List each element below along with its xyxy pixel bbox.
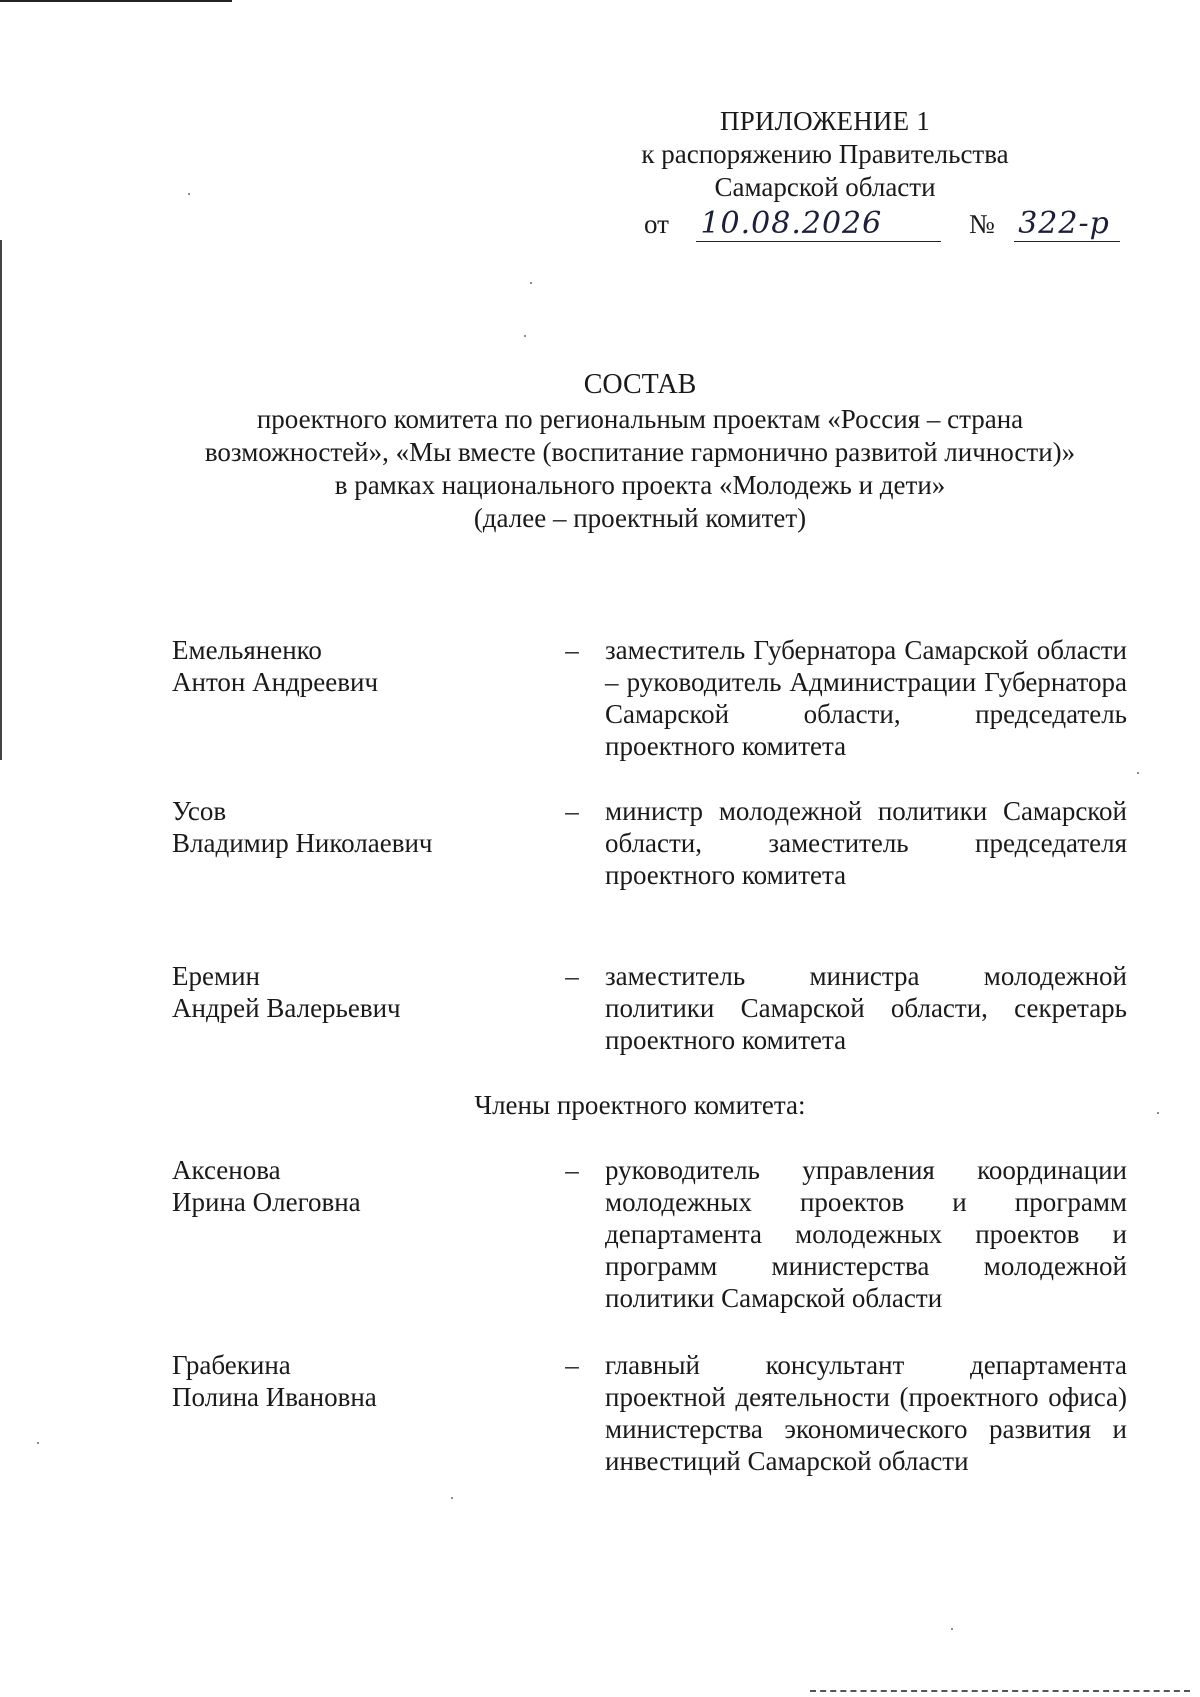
- subtitle-line: (далее – проектный комитет): [473, 503, 807, 533]
- member-given-names: Владимир Николаевич: [172, 828, 433, 858]
- member-surname: Емельяненко: [172, 635, 322, 665]
- member-surname: Аксенова: [172, 1155, 281, 1185]
- member-given-names: Полина Ивановна: [172, 1382, 377, 1412]
- order-date-number: [644, 206, 1120, 242]
- member-dash: –: [565, 1350, 579, 1380]
- member-name: [172, 1154, 552, 1218]
- member-role: заместитель министра молодежной политики Самарской области, секретарь проектного комитета: [605, 961, 1127, 1055]
- appendix-line-3: Самарской области: [714, 172, 936, 202]
- appendix-title: ПРИЛОЖЕНИЕ 1: [720, 106, 930, 136]
- scan-speck: [524, 335, 526, 337]
- member-name: [172, 634, 552, 698]
- members-heading: Члены проектного комитета:: [474, 1090, 806, 1120]
- scan-speck: [188, 193, 190, 195]
- member-dash: –: [565, 961, 579, 991]
- scan-speck: [37, 1442, 39, 1444]
- member-role: заместитель Губернатора Самарской области – руководитель Администрации Губернатора Самарской области, председатель проектного комитета: [605, 635, 1127, 761]
- date-label: от: [644, 209, 669, 239]
- date-value: 10.08.2026: [696, 206, 941, 242]
- subtitle-line: в рамках национального проекта «Молодежь и дети»: [334, 470, 946, 500]
- appendix-header: [560, 105, 1120, 204]
- document-title: СОСТАВ: [583, 369, 697, 400]
- scan-speck: [451, 1497, 453, 1499]
- member-dash: –: [565, 1155, 579, 1185]
- member-role: главный консультант департамента проектной деятельности (проектного офиса) министерства экономического развития и инвестиций Самарской области: [605, 1350, 1127, 1476]
- member-given-names: Андрей Валерьевич: [172, 993, 401, 1023]
- scan-speck: [951, 1628, 953, 1630]
- scan-edge-left: [0, 240, 2, 760]
- appendix-line-2: к распоряжению Правительства: [641, 139, 1009, 169]
- member-surname: Грабекина: [172, 1350, 291, 1380]
- scan-speck: [1157, 1112, 1159, 1114]
- member-name: [172, 1349, 552, 1413]
- document-title-block: [160, 368, 1120, 535]
- member-surname: Еремин: [172, 961, 260, 991]
- subtitle-line: проектного комитета по региональным проектам «Россия – страна: [256, 404, 1024, 434]
- number-value: 322-р: [1014, 206, 1120, 242]
- scan-edge-bottom: [810, 1690, 1190, 1692]
- member-role: министр молодежной политики Самарской области, заместитель председателя проектного комитета: [605, 796, 1127, 890]
- scan-speck: [530, 282, 532, 284]
- scan-edge-top: [0, 0, 232, 2]
- member-dash: –: [565, 635, 579, 665]
- member-given-names: Антон Андреевич: [172, 667, 379, 697]
- number-label: №: [968, 209, 995, 239]
- member-surname: Усов: [172, 796, 227, 826]
- member-role: руководитель управления координации молодежных проектов и программ департамента молодежных проектов и программ министерства молодежной политики Самарской области: [605, 1155, 1127, 1313]
- member-name: [172, 795, 552, 859]
- member-name: [172, 960, 552, 1024]
- member-given-names: Ирина Олеговна: [172, 1187, 361, 1217]
- scan-speck: [1137, 772, 1139, 774]
- member-dash: –: [565, 796, 579, 826]
- subtitle-line: возможностей», «Мы вместе (воспитание гармонично развитой личности)»: [204, 437, 1076, 467]
